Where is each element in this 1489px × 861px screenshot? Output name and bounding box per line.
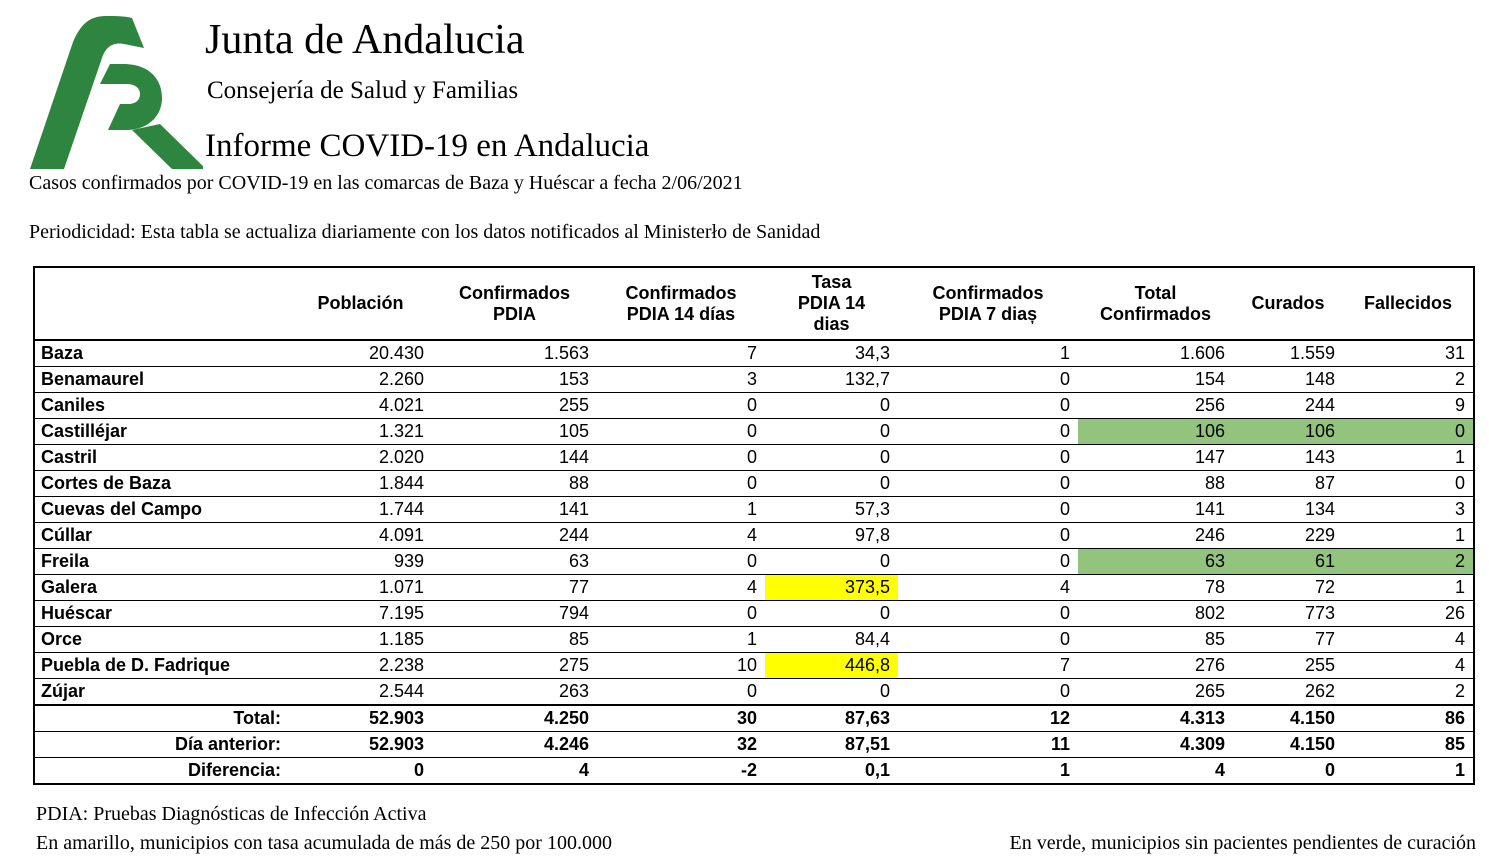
organization-name: Junta de Andalucia bbox=[205, 17, 525, 63]
cell-poblacion: 1.844 bbox=[289, 471, 432, 497]
cell-confirmados-pdia-7: 0 bbox=[898, 679, 1078, 706]
cell-tasa-pdia-14: 0,1 bbox=[765, 758, 898, 785]
column-header-poblacion bbox=[289, 267, 432, 340]
cell-confirmados-pdia-14: 1 bbox=[597, 627, 765, 653]
table-row bbox=[34, 367, 1474, 393]
cell-fallecidos: 2 bbox=[1343, 549, 1474, 575]
cell-confirmados-pdia: 244 bbox=[432, 523, 597, 549]
header-line: Tasa bbox=[811, 272, 852, 292]
cell-confirmados-pdia-14: -2 bbox=[597, 758, 765, 785]
cell-municipality: Caniles bbox=[34, 393, 289, 419]
cell-tasa-pdia-14: 0 bbox=[765, 679, 898, 706]
cell-curados: 61 bbox=[1233, 549, 1343, 575]
column-header-confirmados-pdia bbox=[432, 267, 597, 340]
cell-total-confirmados: 154 bbox=[1078, 367, 1233, 393]
cell-confirmados-pdia-7: 0 bbox=[898, 497, 1078, 523]
cell-fallecidos: 85 bbox=[1343, 732, 1474, 758]
column-header-municipality bbox=[34, 267, 289, 340]
cell-fallecidos: 31 bbox=[1343, 340, 1474, 367]
cell-fallecidos: 0 bbox=[1343, 419, 1474, 445]
footnote-row-1 bbox=[36, 800, 1476, 829]
cell-curados: 77 bbox=[1233, 627, 1343, 653]
cell-curados: 134 bbox=[1233, 497, 1343, 523]
cell-total-confirmados: 88 bbox=[1078, 471, 1233, 497]
cell-total-confirmados: 147 bbox=[1078, 445, 1233, 471]
cell-fallecidos: 1 bbox=[1343, 575, 1474, 601]
cell-confirmados-pdia-14: 30 bbox=[597, 705, 765, 732]
cell-tasa-pdia-14: 373,5 bbox=[765, 575, 898, 601]
cell-fallecidos: 1 bbox=[1343, 445, 1474, 471]
cell-curados: 255 bbox=[1233, 653, 1343, 679]
cell-confirmados-pdia-14: 0 bbox=[597, 419, 765, 445]
cell-poblacion: 2.544 bbox=[289, 679, 432, 706]
cell-confirmados-pdia-7: 7 bbox=[898, 653, 1078, 679]
table-row bbox=[34, 445, 1474, 471]
cell-poblacion: 52.903 bbox=[289, 705, 432, 732]
cell-municipality: Galera bbox=[34, 575, 289, 601]
cell-municipality: Cúllar bbox=[34, 523, 289, 549]
cell-confirmados-pdia-14: 0 bbox=[597, 445, 765, 471]
cell-confirmados-pdia-7: 0 bbox=[898, 627, 1078, 653]
cell-fallecidos: 3 bbox=[1343, 497, 1474, 523]
table-header-row bbox=[34, 267, 1474, 340]
cell-municipality: Freila bbox=[34, 549, 289, 575]
cell-confirmados-pdia-7: 0 bbox=[898, 367, 1078, 393]
cell-poblacion: 20.430 bbox=[289, 340, 432, 367]
cell-municipality: Orce bbox=[34, 627, 289, 653]
table-row bbox=[34, 549, 1474, 575]
cell-total-confirmados: 265 bbox=[1078, 679, 1233, 706]
cell-confirmados-pdia-7: 0 bbox=[898, 419, 1078, 445]
cell-fallecidos: 1 bbox=[1343, 758, 1474, 785]
cell-tasa-pdia-14: 87,63 bbox=[765, 705, 898, 732]
column-header-total-confirmados bbox=[1078, 267, 1233, 340]
cell-confirmados-pdia-14: 3 bbox=[597, 367, 765, 393]
cell-poblacion: 2.238 bbox=[289, 653, 432, 679]
header-line: Fallecidos bbox=[1363, 293, 1453, 313]
header-line: Confirmados bbox=[932, 282, 1044, 303]
cell-confirmados-pdia: 4 bbox=[432, 758, 597, 785]
cell-fallecidos: 26 bbox=[1343, 601, 1474, 627]
cell-confirmados-pdia-7: 12 bbox=[898, 705, 1078, 732]
cell-total-confirmados: 106 bbox=[1078, 419, 1233, 445]
table-row bbox=[34, 601, 1474, 627]
cell-municipality: Cortes de Baza bbox=[34, 471, 289, 497]
cell-curados: 87 bbox=[1233, 471, 1343, 497]
cell-total-confirmados: 4.309 bbox=[1078, 732, 1233, 758]
cell-confirmados-pdia: 255 bbox=[432, 393, 597, 419]
header-line: Población bbox=[317, 293, 404, 313]
cell-total-confirmados: 256 bbox=[1078, 393, 1233, 419]
cell-curados: 4.150 bbox=[1233, 705, 1343, 732]
cell-total-confirmados: 78 bbox=[1078, 575, 1233, 601]
report-subtitle: Casos confirmados por COVID-19 en las comarcas de Baza y Huéscar a fecha 2/06/2021 bbox=[29, 172, 743, 194]
table-row bbox=[34, 679, 1474, 706]
cell-confirmados-pdia-14: 0 bbox=[597, 549, 765, 575]
cell-confirmados-pdia: 85 bbox=[432, 627, 597, 653]
cell-tasa-pdia-14: 0 bbox=[765, 419, 898, 445]
table-row bbox=[34, 627, 1474, 653]
table-row bbox=[34, 393, 1474, 419]
column-header-confirmados-pdia-7 bbox=[898, 267, 1078, 340]
cell-poblacion: 2.260 bbox=[289, 367, 432, 393]
cell-municipality: Puebla de D. Fadrique bbox=[34, 653, 289, 679]
cell-tasa-pdia-14: 0 bbox=[765, 549, 898, 575]
cell-fallecidos: 9 bbox=[1343, 393, 1474, 419]
header-line: PDIA 14 días bbox=[626, 303, 736, 324]
cell-poblacion: 7.195 bbox=[289, 601, 432, 627]
cell-curados: 1.559 bbox=[1233, 340, 1343, 367]
cell-poblacion: 1.321 bbox=[289, 419, 432, 445]
cell-tasa-pdia-14: 0 bbox=[765, 445, 898, 471]
cell-municipality: Castilléjar bbox=[34, 419, 289, 445]
cell-poblacion: 939 bbox=[289, 549, 432, 575]
table-row bbox=[34, 523, 1474, 549]
cell-confirmados-pdia-14: 0 bbox=[597, 679, 765, 706]
cell-poblacion: 4.091 bbox=[289, 523, 432, 549]
cell-tasa-pdia-14: 0 bbox=[765, 393, 898, 419]
cell-tasa-pdia-14: 132,7 bbox=[765, 367, 898, 393]
cell-confirmados-pdia-14: 1 bbox=[597, 497, 765, 523]
cell-poblacion: 52.903 bbox=[289, 732, 432, 758]
footnote-green-legend: En verde, municipios sin pacientes pendientes de curación bbox=[1009, 832, 1476, 854]
cell-total-confirmados: 246 bbox=[1078, 523, 1233, 549]
cell-confirmados-pdia: 263 bbox=[432, 679, 597, 706]
header-line: Confirmados bbox=[1099, 303, 1211, 324]
report-periodicity: Periodicidad: Esta tabla se actualiza diariamente con los datos notificados al Ministerło de Sanidad bbox=[29, 221, 821, 243]
cell-municipality: Baza bbox=[34, 340, 289, 367]
column-header-tasa-pdia-14 bbox=[765, 267, 898, 340]
cell-tasa-pdia-14: 0 bbox=[765, 471, 898, 497]
cell-tasa-pdia-14: 34,3 bbox=[765, 340, 898, 367]
cell-confirmados-pdia-7: 0 bbox=[898, 445, 1078, 471]
cell-tasa-pdia-14: 57,3 bbox=[765, 497, 898, 523]
cell-confirmados-pdia: 141 bbox=[432, 497, 597, 523]
cell-poblacion: 1.185 bbox=[289, 627, 432, 653]
cell-confirmados-pdia-7: 0 bbox=[898, 471, 1078, 497]
cell-confirmados-pdia-14: 0 bbox=[597, 393, 765, 419]
cell-confirmados-pdia: 4.250 bbox=[432, 705, 597, 732]
footnote-row-2 bbox=[36, 829, 1476, 858]
cell-fallecidos: 0 bbox=[1343, 471, 1474, 497]
cell-tasa-pdia-14: 97,8 bbox=[765, 523, 898, 549]
cell-total-confirmados: 4.313 bbox=[1078, 705, 1233, 732]
junta-de-andalucia-logo-icon bbox=[28, 12, 203, 172]
organization-department: Consejería de Salud y Familias bbox=[207, 77, 519, 104]
cell-confirmados-pdia-14: 32 bbox=[597, 732, 765, 758]
cell-confirmados-pdia: 275 bbox=[432, 653, 597, 679]
cell-curados: 106 bbox=[1233, 419, 1343, 445]
cell-summary-label: Diferencia: bbox=[34, 758, 289, 785]
cell-total-confirmados: 1.606 bbox=[1078, 340, 1233, 367]
cell-curados: 244 bbox=[1233, 393, 1343, 419]
cell-confirmados-pdia: 77 bbox=[432, 575, 597, 601]
cell-curados: 229 bbox=[1233, 523, 1343, 549]
cell-confirmados-pdia: 105 bbox=[432, 419, 597, 445]
table-summary-row bbox=[34, 705, 1474, 732]
cell-municipality: Benamaurel bbox=[34, 367, 289, 393]
column-header-fallecidos bbox=[1343, 267, 1474, 340]
table-row bbox=[34, 575, 1474, 601]
cell-fallecidos: 86 bbox=[1343, 705, 1474, 732]
cell-curados: 148 bbox=[1233, 367, 1343, 393]
header-line: Confirmados bbox=[625, 282, 737, 303]
cell-total-confirmados: 85 bbox=[1078, 627, 1233, 653]
cell-confirmados-pdia-7: 0 bbox=[898, 549, 1078, 575]
column-header-curados bbox=[1233, 267, 1343, 340]
cell-confirmados-pdia: 153 bbox=[432, 367, 597, 393]
cell-poblacion: 1.071 bbox=[289, 575, 432, 601]
header-line: PDIA bbox=[492, 303, 536, 324]
cell-curados: 262 bbox=[1233, 679, 1343, 706]
cell-fallecidos: 4 bbox=[1343, 653, 1474, 679]
cell-total-confirmados: 4 bbox=[1078, 758, 1233, 785]
header-line: PDIA 7 diaș bbox=[938, 303, 1038, 324]
cell-confirmados-pdia-7: 0 bbox=[898, 393, 1078, 419]
cell-total-confirmados: 63 bbox=[1078, 549, 1233, 575]
cell-municipality: Zújar bbox=[34, 679, 289, 706]
cell-confirmados-pdia: 794 bbox=[432, 601, 597, 627]
table-summary-row bbox=[34, 732, 1474, 758]
document-header bbox=[0, 0, 1489, 172]
cell-tasa-pdia-14: 84,4 bbox=[765, 627, 898, 653]
cell-confirmados-pdia-14: 0 bbox=[597, 471, 765, 497]
header-line: Curados bbox=[1251, 293, 1325, 313]
table-row bbox=[34, 497, 1474, 523]
cell-confirmados-pdia-7: 1 bbox=[898, 340, 1078, 367]
cell-tasa-pdia-14: 0 bbox=[765, 601, 898, 627]
header-line: Total bbox=[1134, 282, 1177, 303]
table-body bbox=[34, 340, 1474, 784]
cell-confirmados-pdia-7: 4 bbox=[898, 575, 1078, 601]
cell-confirmados-pdia-7: 11 bbox=[898, 732, 1078, 758]
table-row bbox=[34, 653, 1474, 679]
cell-confirmados-pdia-7: 0 bbox=[898, 601, 1078, 627]
covid-table-container bbox=[33, 266, 1473, 785]
table-row bbox=[34, 340, 1474, 367]
cell-municipality: Huéscar bbox=[34, 601, 289, 627]
cell-curados: 4.150 bbox=[1233, 732, 1343, 758]
table-row bbox=[34, 419, 1474, 445]
cell-confirmados-pdia-14: 7 bbox=[597, 340, 765, 367]
header-line: Confirmados bbox=[458, 282, 570, 303]
cell-fallecidos: 4 bbox=[1343, 627, 1474, 653]
cell-summary-label: Total: bbox=[34, 705, 289, 732]
cell-confirmados-pdia: 4.246 bbox=[432, 732, 597, 758]
covid-data-table bbox=[33, 266, 1475, 785]
cell-fallecidos: 2 bbox=[1343, 367, 1474, 393]
cell-poblacion: 2.020 bbox=[289, 445, 432, 471]
footnote-pdia: PDIA: Pruebas Diagnósticas de Infección Activa bbox=[36, 803, 427, 825]
cell-confirmados-pdia: 63 bbox=[432, 549, 597, 575]
cell-confirmados-pdia: 88 bbox=[432, 471, 597, 497]
cell-municipality: Cuevas del Campo bbox=[34, 497, 289, 523]
column-header-confirmados-pdia-14 bbox=[597, 267, 765, 340]
cell-tasa-pdia-14: 446,8 bbox=[765, 653, 898, 679]
cell-poblacion: 1.744 bbox=[289, 497, 432, 523]
cell-total-confirmados: 802 bbox=[1078, 601, 1233, 627]
cell-summary-label: Día anterior: bbox=[34, 732, 289, 758]
cell-confirmados-pdia-14: 10 bbox=[597, 653, 765, 679]
cell-municipality: Castril bbox=[34, 445, 289, 471]
header-line: dias bbox=[813, 314, 850, 334]
cell-confirmados-pdia-14: 4 bbox=[597, 523, 765, 549]
cell-confirmados-pdia-14: 0 bbox=[597, 601, 765, 627]
table-row bbox=[34, 471, 1474, 497]
cell-curados: 0 bbox=[1233, 758, 1343, 785]
cell-total-confirmados: 141 bbox=[1078, 497, 1233, 523]
cell-fallecidos: 2 bbox=[1343, 679, 1474, 706]
table-summary-row bbox=[34, 758, 1474, 785]
cell-poblacion: 4.021 bbox=[289, 393, 432, 419]
cell-tasa-pdia-14: 87,51 bbox=[765, 732, 898, 758]
cell-confirmados-pdia-7: 1 bbox=[898, 758, 1078, 785]
header-line: PDIA 14 bbox=[797, 293, 866, 313]
cell-curados: 72 bbox=[1233, 575, 1343, 601]
footnote-yellow-legend: En amarillo, municipios con tasa acumulada de más de 250 por 100.000 bbox=[36, 832, 612, 854]
cell-confirmados-pdia: 1.563 bbox=[432, 340, 597, 367]
cell-confirmados-pdia-7: 0 bbox=[898, 523, 1078, 549]
cell-confirmados-pdia: 144 bbox=[432, 445, 597, 471]
cell-total-confirmados: 276 bbox=[1078, 653, 1233, 679]
cell-fallecidos: 1 bbox=[1343, 523, 1474, 549]
footnotes bbox=[36, 800, 1476, 858]
cell-confirmados-pdia-14: 4 bbox=[597, 575, 765, 601]
report-title: Informe COVID-19 en Andalucia bbox=[205, 128, 650, 164]
cell-curados: 773 bbox=[1233, 601, 1343, 627]
cell-curados: 143 bbox=[1233, 445, 1343, 471]
cell-poblacion: 0 bbox=[289, 758, 432, 785]
